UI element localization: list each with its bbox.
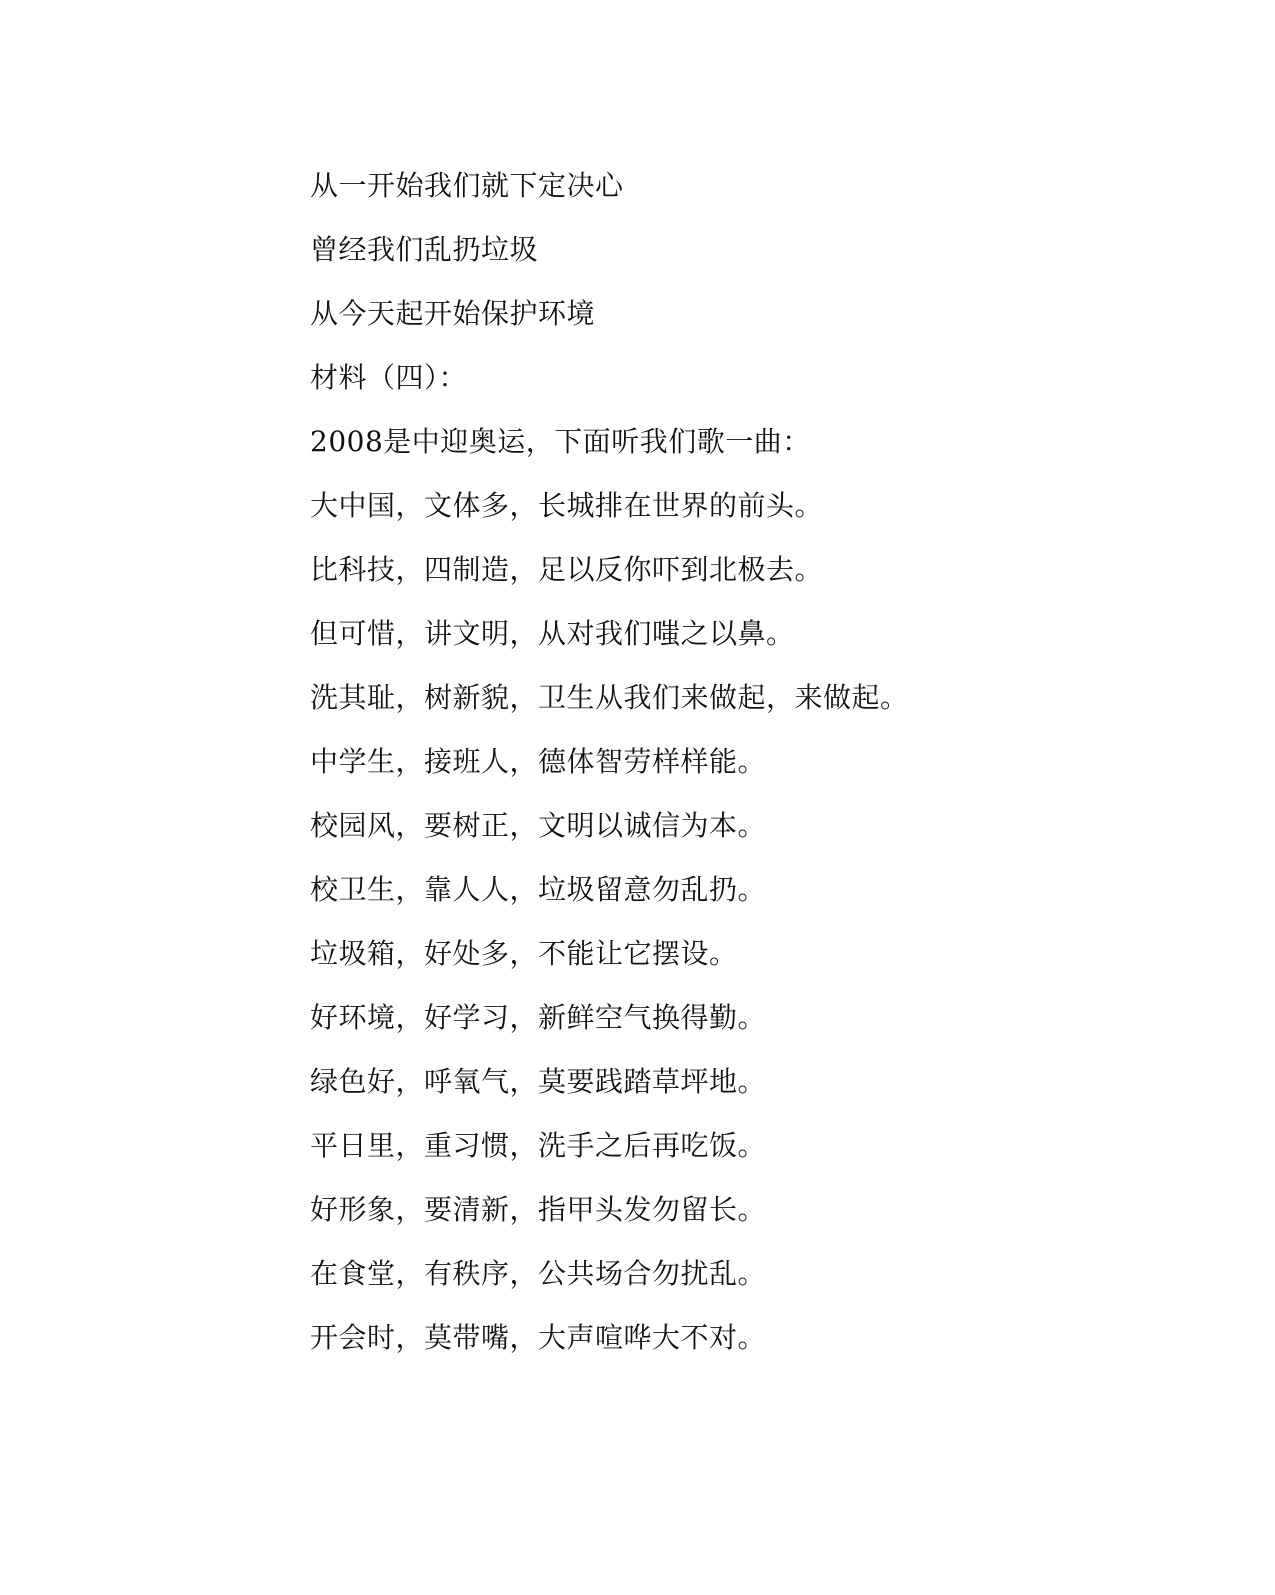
document-body	[310, 164, 1210, 1380]
verse-line: 大中国，文体多，长城排在世界的前头。	[310, 489, 824, 522]
verse-line: 洗其耻，树新貌，卫生从我们来做起，来做起。	[310, 681, 909, 714]
verse-line: 在食堂，有秩序，公共场合勿扰乱。	[310, 1257, 767, 1290]
verse-line: 但可惜，讲文明，从对我们嗤之以鼻。	[310, 617, 795, 650]
verse-line: 好形象，要清新，指甲头发勿留长。	[310, 1193, 767, 1226]
verse-line: 绿色好，呼氧气，莫要践踏草坪地。	[310, 1065, 767, 1098]
text-line: 曾经我们乱扔垃圾	[310, 233, 539, 266]
section-heading: 材料（四）：	[310, 361, 468, 394]
verse-line: 校卫生，靠人人，垃圾留意勿乱扔。	[310, 873, 767, 906]
verse-line: 开会时，莫带嘴，大声喧哗大不对。	[310, 1321, 767, 1354]
verse-line: 中学生，接班人，德体智劳样样能。	[310, 745, 767, 778]
verse-line: 平日里，重习惯，洗手之后再吃饭。	[310, 1129, 767, 1162]
verse-line: 好环境，好学习，新鲜空气换得勤。	[310, 1001, 767, 1034]
text-line: 从一开始我们就下定决心	[310, 169, 624, 202]
text-line: 2008是中迎奥运，下面听我们歌一曲：	[310, 425, 811, 458]
verse-line: 校园风，要树正，文明以诚信为本。	[310, 809, 767, 842]
text-line: 从今天起开始保护环境	[310, 297, 596, 330]
verse-line: 垃圾箱，好处多，不能让它摆设。	[310, 937, 738, 970]
verse-line: 比科技，四制造，足以反你吓到北极去。	[310, 553, 824, 586]
